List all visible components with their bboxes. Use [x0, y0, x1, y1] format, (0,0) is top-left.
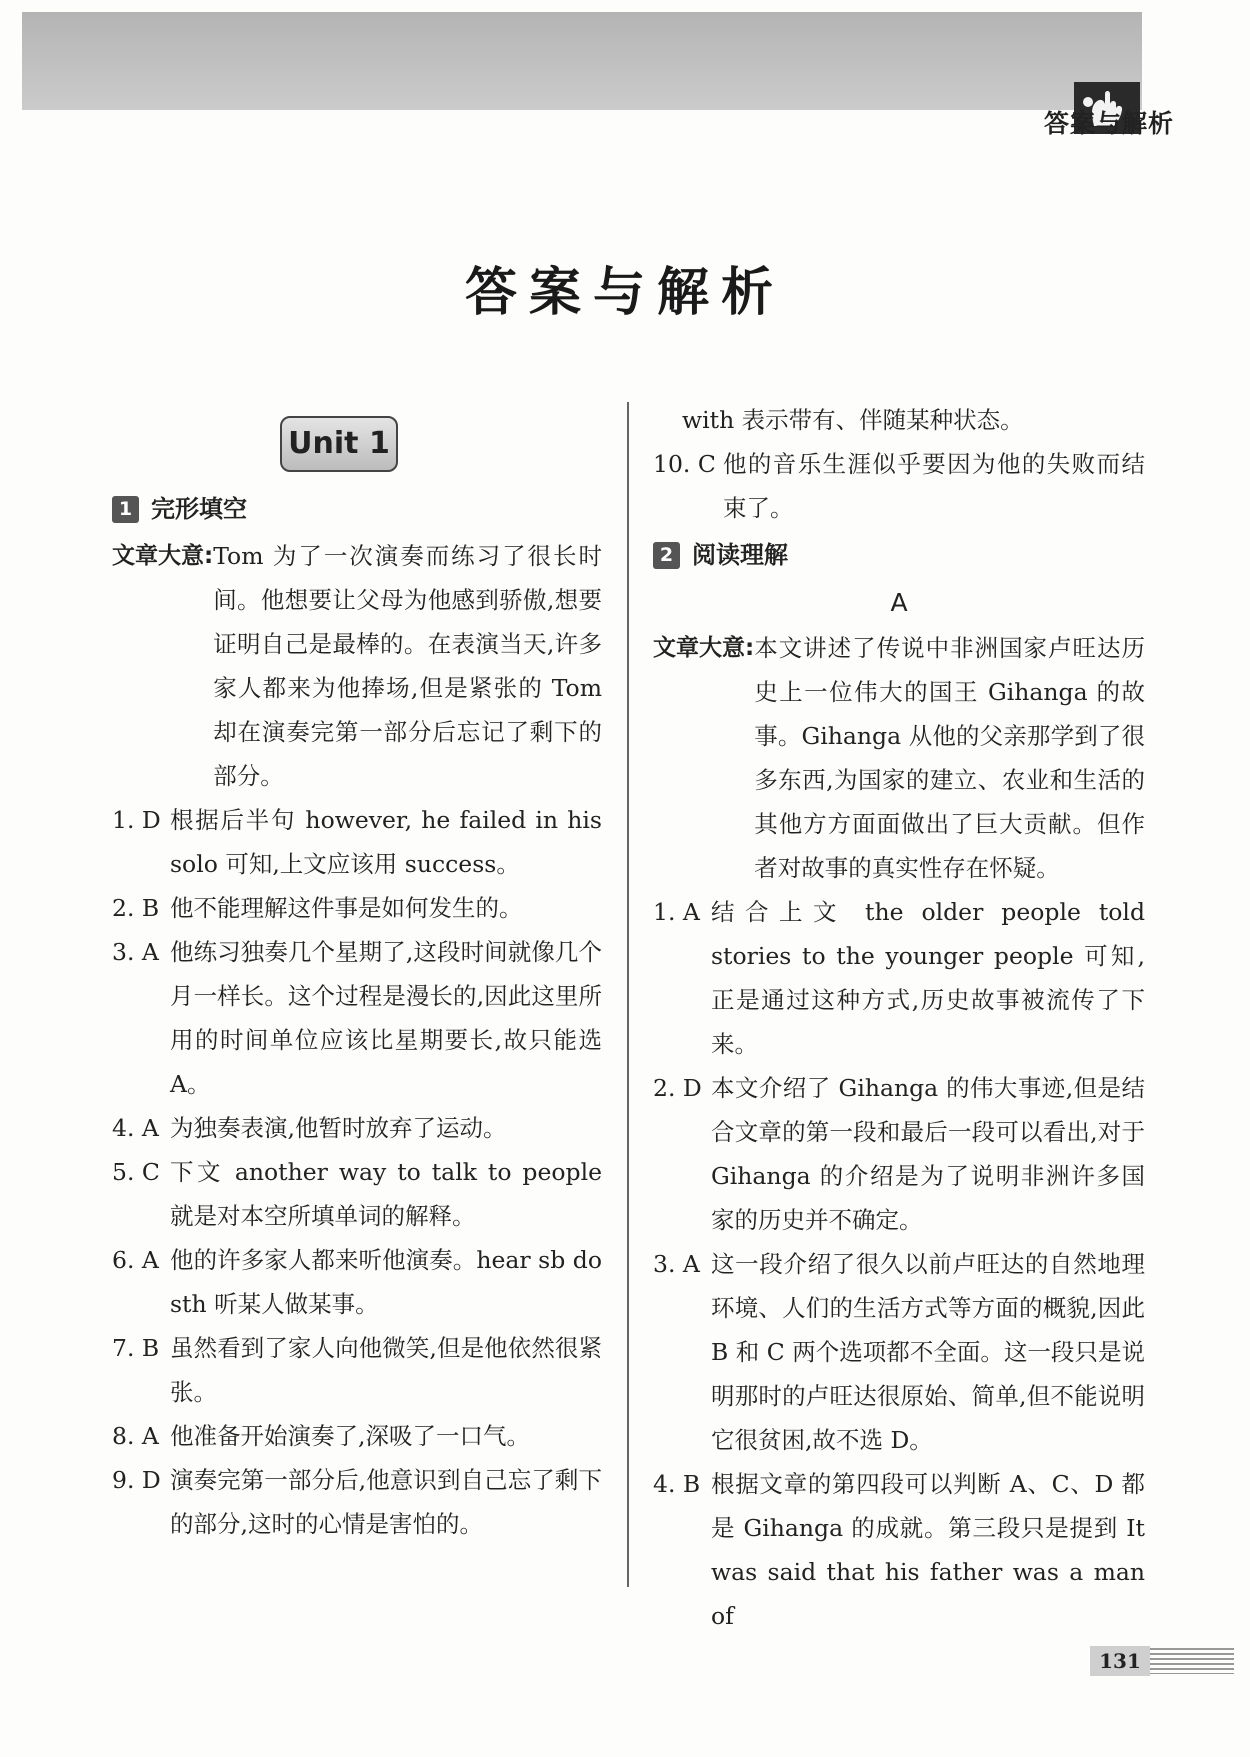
answer-number: 7. B — [112, 1334, 160, 1362]
section-heading-cloze — [112, 486, 602, 532]
answer-number: 1. D — [112, 806, 161, 834]
answer-text: 根据文章的第四段可以判断 A、C、D 都是 Gihanga 的成就。第三段只是提到 It was said that his father was a man of — [711, 1470, 1145, 1630]
answer-text: 这一段介绍了很久以前卢旺达的自然地理环境、人们的生活方式等方面的概貌,因此 B 和 C 两个选项都不全面。这一段只是说明那时的卢旺达很原始、简单,但不能说明它很贫困,故不选 D。 — [711, 1250, 1145, 1454]
answer-text: 他不能理解这件事是如何发生的。 — [170, 894, 523, 922]
answer-item — [653, 1242, 1145, 1462]
answer-text: 他准备开始演奏了,深吸了一口气。 — [170, 1422, 530, 1450]
answer-text: 演奏完第一部分后,他意识到自己忘了剩下的部分,这时的心情是害怕的。 — [170, 1466, 602, 1538]
answer-text: 本文介绍了 Gihanga 的伟大事迹,但是结合文章的第一段和最后一段可以看出,对于 Gihanga 的介绍是为了说明非洲许多国家的历史并不确定。 — [711, 1074, 1145, 1234]
answer-number: 1. A — [653, 898, 700, 926]
summary-text: 本文讲述了传说中非洲国家卢旺达历史上一位伟大的国王 Gihanga 的故事。Gihanga 从他的父亲那学到了很多东西,为国家的建立、农业和生活的其他方方面面做出了巨大贡献。但作者对故事的真实性存在怀疑。 — [754, 634, 1145, 882]
section-title: 完形填空 — [151, 495, 247, 523]
answer-text: 根据后半句 however, he failed in his solo 可知,上文应该用 success。 — [170, 806, 602, 878]
right-column — [653, 398, 1145, 1638]
answer-text: 虽然看到了家人向他微笑,但是他依然很紧张。 — [170, 1334, 602, 1406]
answer-text: 他的许多家人都来听他演奏。hear sb do sth 听某人做某事。 — [170, 1246, 602, 1318]
answer-item — [653, 1462, 1145, 1638]
section-heading-reading — [653, 532, 1145, 578]
answer-item — [653, 1066, 1145, 1242]
answer-number: 8. A — [112, 1422, 159, 1450]
answer-number: 6. A — [112, 1246, 159, 1274]
column-divider — [627, 402, 629, 1587]
section-number: 1 — [112, 496, 139, 523]
answer-text: 为独奏表演,他暂时放弃了运动。 — [170, 1114, 507, 1142]
answer-item — [653, 890, 1145, 1066]
left-column — [112, 398, 602, 1546]
answer-text: 下文 another way to talk to people 就是对本空所填单词的解释。 — [170, 1158, 602, 1230]
answer-number: 10. C — [653, 450, 716, 478]
summary-label: 文章大意: — [112, 543, 214, 569]
header-section-label: 答案与解析 — [1043, 109, 1174, 138]
answer-item — [112, 1458, 602, 1546]
answer-text: 结合上文 the older people told stories to the younger people 可知,正是通过这种方式,历史故事被流传了下来。 — [711, 898, 1145, 1058]
answer-item — [112, 798, 602, 886]
passage-label: A — [890, 588, 908, 617]
answer-item — [112, 930, 602, 1106]
answer-item — [112, 1238, 602, 1326]
answer-number: 4. B — [653, 1470, 701, 1498]
answer-number: 2. D — [653, 1074, 702, 1102]
answer-item — [112, 1106, 602, 1150]
answer-text: 他练习独奏几个星期了,这段时间就像几个月一样长。这个过程是漫长的,因此这里所用的时间单位应该比星期要长,故只能选 A。 — [170, 938, 602, 1098]
answer-item — [112, 1326, 602, 1414]
section-title: 阅读理解 — [692, 541, 788, 569]
cloze-summary — [112, 534, 602, 798]
answer-number: 5. C — [112, 1158, 160, 1186]
answer-number: 4. A — [112, 1114, 159, 1142]
page-number: 131 — [1090, 1646, 1150, 1676]
summary-label: 文章大意: — [653, 635, 755, 661]
answer-item — [653, 442, 1145, 530]
page-number-decoration — [1150, 1648, 1234, 1674]
answer-item — [112, 886, 602, 930]
section-number: 2 — [653, 542, 680, 569]
answer-item — [112, 1150, 602, 1238]
answer-number: 2. B — [112, 894, 160, 922]
answer-number: 3. A — [653, 1250, 700, 1278]
reading-summary — [653, 626, 1145, 890]
unit-badge: Unit 1 — [280, 416, 398, 472]
header-band — [22, 12, 1142, 110]
answer-text: 他的音乐生涯似乎要因为他的失败而结束了。 — [723, 450, 1145, 522]
answer-number: 3. A — [112, 938, 159, 966]
answer-number: 9. D — [112, 1466, 161, 1494]
answer-continuation: with 表示带有、伴随某种状态。 — [682, 406, 1024, 434]
page-title: 答案与解析 — [464, 263, 785, 323]
summary-text: Tom 为了一次演奏而练习了很长时间。他想要让父母为他感到骄傲,想要证明自己是最棒的。在表演当天,许多家人都来为他捧场,但是紧张的 Tom 却在演奏完第一部分后忘记了剩下的部分。 — [213, 542, 602, 790]
answer-item — [112, 1414, 602, 1458]
